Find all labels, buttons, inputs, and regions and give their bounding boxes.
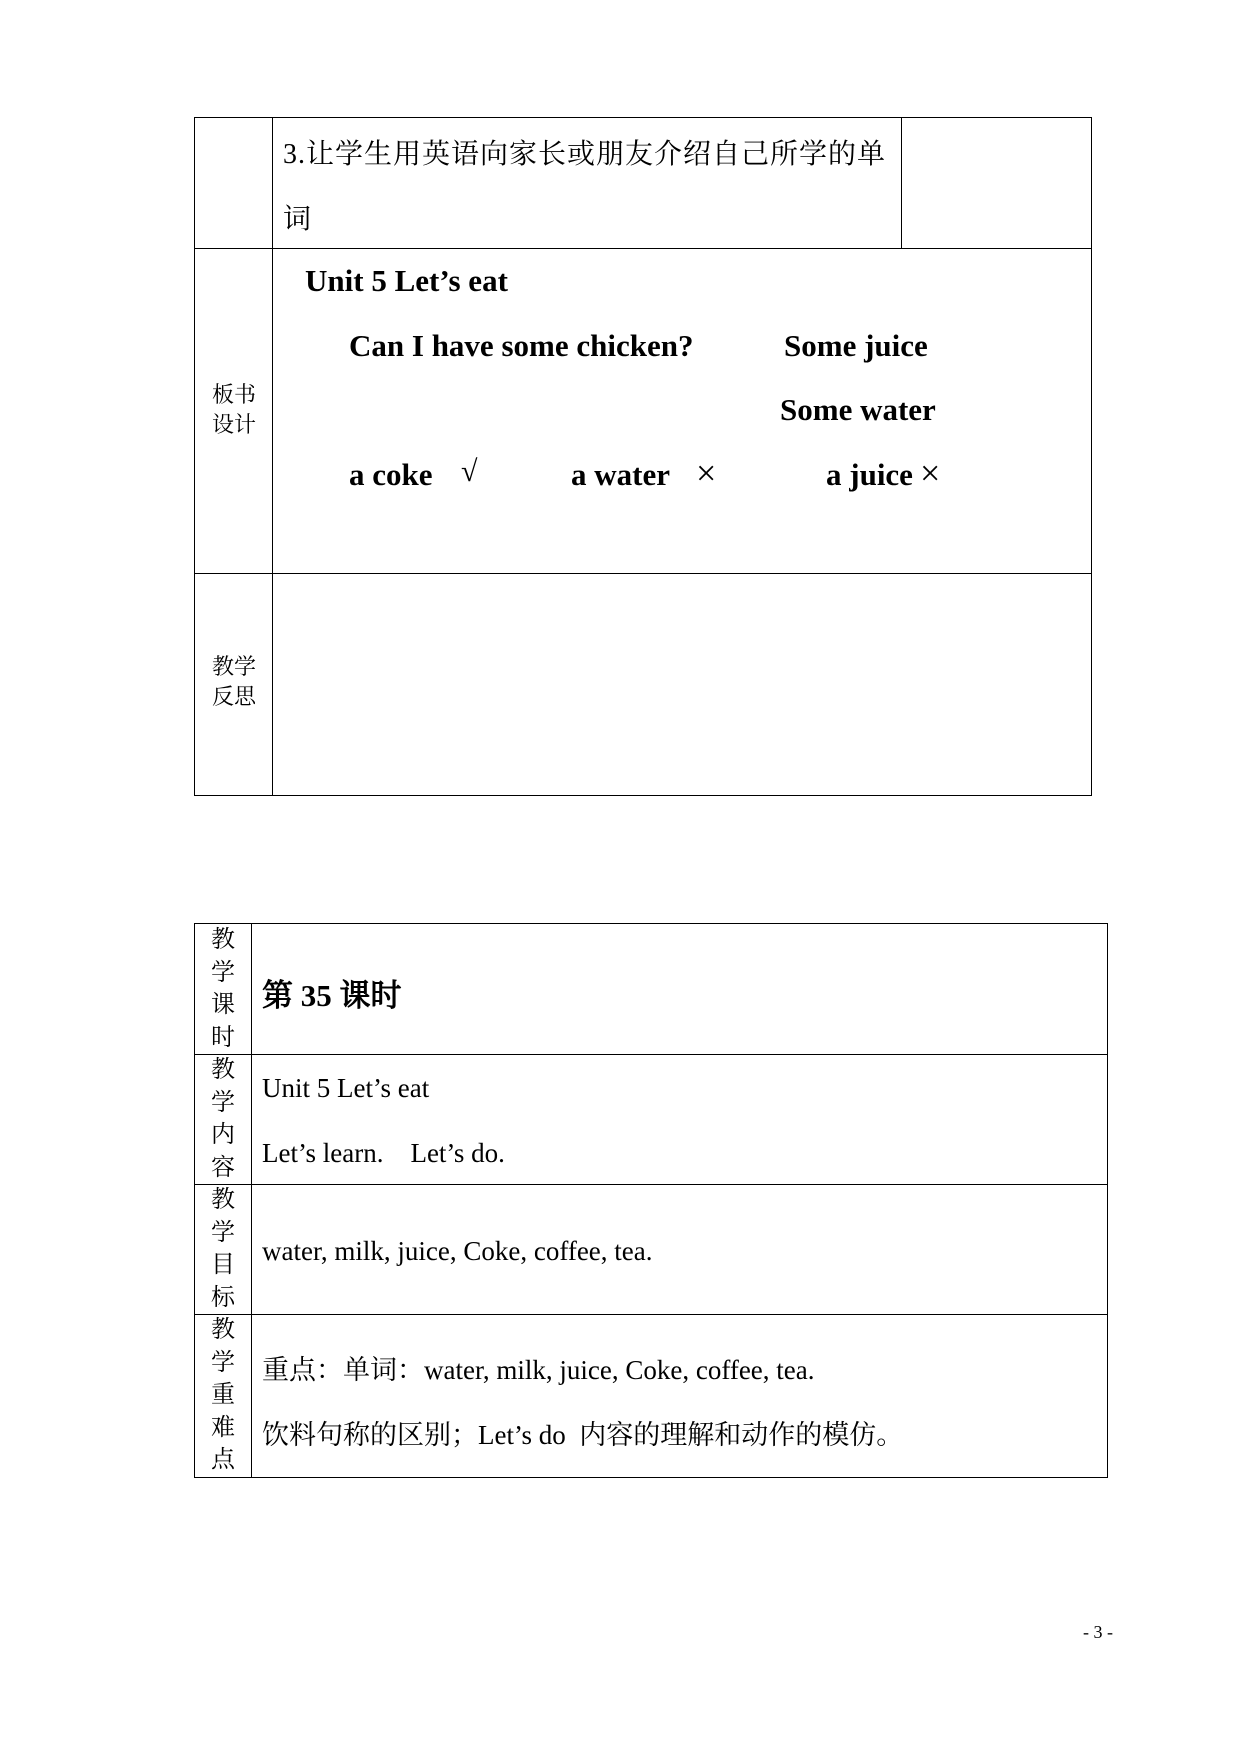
blackboard-label-line2: 设计 [211,412,256,437]
period-label [195,924,251,1054]
goals-line1: water, milk, juice, Coke, coffee, tea. [262,1236,653,1266]
blackboard-some-juice: Some juice [784,328,928,363]
cross-mark-icon: × [696,453,717,493]
key-points-line2: 饮料句称的区别；Let’s do 内容的理解和动作的模仿。 [262,1420,904,1450]
period-label-char: 教 [211,927,235,953]
reflection-label-line1: 教学 [211,654,256,679]
goals-label-char: 学 [211,1219,235,1246]
blackboard-some-water: Some water [780,392,936,427]
key-points-label-char: 点 [211,1447,235,1473]
goals-label-char: 教 [211,1187,235,1213]
cross-mark-icon: × [920,453,941,493]
key-points-label-char: 教 [211,1317,235,1343]
blackboard-title: Unit 5 Let’s eat [305,263,508,298]
content-label-char: 内 [211,1122,235,1148]
goals-label [195,1184,251,1314]
table1-row1-line2: 词 [283,204,313,235]
content-label-char: 教 [211,1057,235,1083]
content-label-char: 容 [211,1154,235,1181]
goals-label-char: 标 [211,1284,235,1311]
period-label-char: 课 [211,992,235,1018]
reflection-label [196,652,272,712]
key-points-label-char: 重 [211,1382,235,1408]
blackboard-item-water: a water [571,457,670,492]
period-label-char: 学 [211,959,235,986]
blackboard-item-juice: a juice [826,457,913,492]
key-points-label-char: 学 [211,1349,235,1376]
check-mark-icon: √ [461,455,478,488]
key-points-line1: 重点：单词：water, milk, juice, Coke, coffee, tea. [262,1355,815,1385]
content-line1: Unit 5 Let’s eat [262,1073,430,1103]
goals-label-char: 目 [211,1252,235,1278]
content-line2: Let’s learn. Let’s do. [262,1138,505,1168]
period-label-char: 时 [211,1024,235,1051]
key-points-label-char: 难 [211,1414,235,1441]
blackboard-label-line1: 板书 [211,382,256,407]
content-label-char: 学 [211,1089,235,1116]
blackboard-question: Can I have some chicken? [349,328,694,363]
key-points-label [195,1314,251,1477]
period-value: 第 35 课时 [262,978,402,1013]
reflection-label-line2: 反思 [211,684,256,709]
blackboard-item-coke: a coke [349,457,433,492]
page-number: - 3 - [1083,1622,1113,1642]
blackboard-label [196,380,272,440]
content-label [195,1054,251,1184]
table1-row1-line1: 3.让学生用英语向家长或朋友介绍自己所学的单 [283,139,887,170]
